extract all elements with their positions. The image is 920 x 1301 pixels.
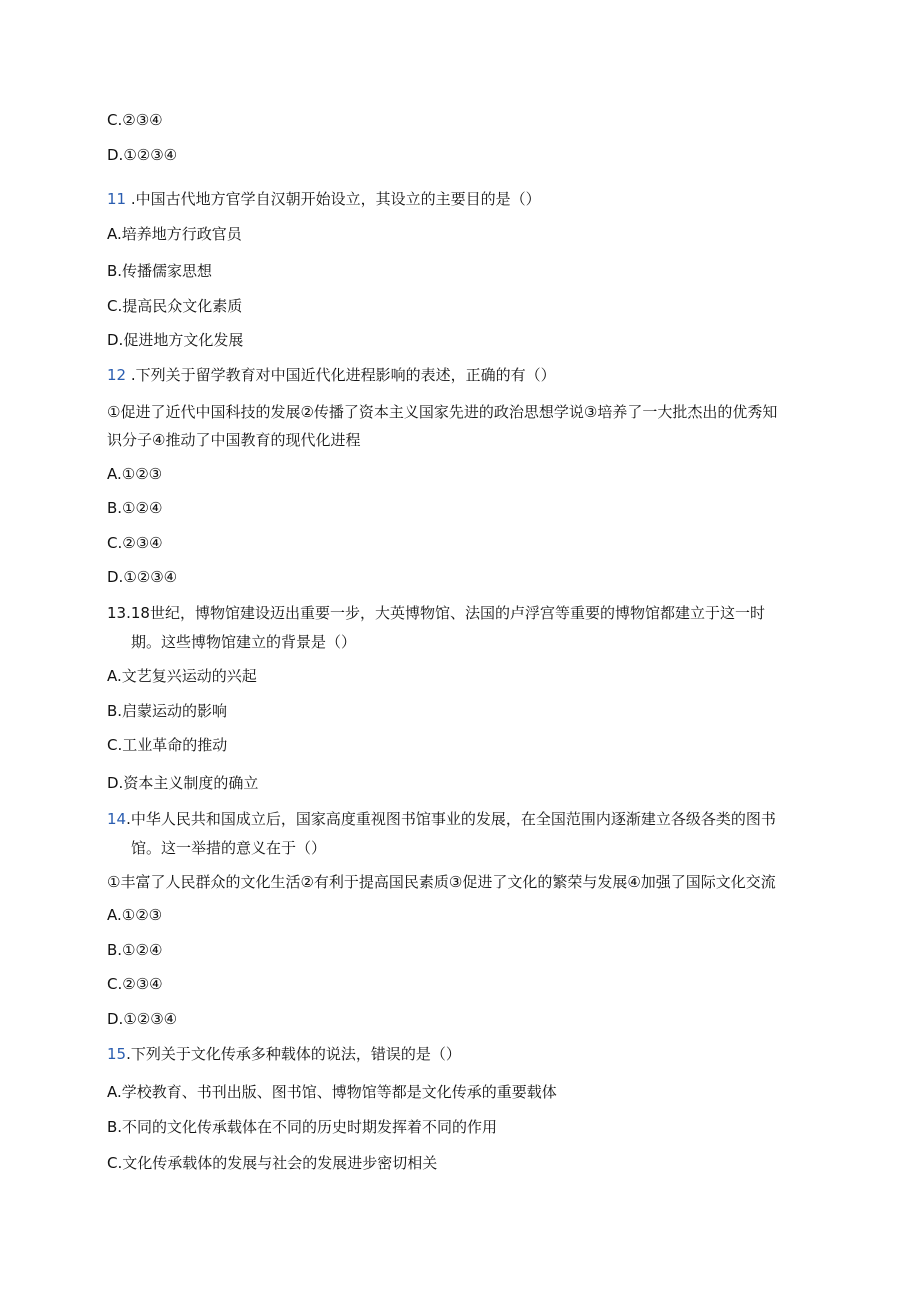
option-d: D.①②③④ bbox=[107, 568, 178, 586]
option-a: A.①②③ bbox=[107, 465, 163, 483]
question-11: 11 .中国古代地方官学自汉朝开始设立，其设立的主要目的是（） bbox=[107, 190, 541, 208]
option-d: D.①②③④ bbox=[107, 146, 178, 164]
option-c: C.提高民众文化素质 bbox=[107, 297, 243, 315]
question-14: 14.中华人民共和国成立后，国家高度重视图书馆事业的发展，在全国范围内逐渐建立各级各类的图书 bbox=[107, 810, 776, 828]
option-c: C.文化传承载体的发展与社会的发展进步密切相关 bbox=[107, 1154, 438, 1172]
option-d: D.促进地方文化发展 bbox=[107, 331, 244, 349]
option-b: B.①②④ bbox=[107, 499, 163, 517]
option-a: A.培养地方行政官员 bbox=[107, 225, 242, 243]
question-12: 12 .下列关于留学教育对中国近代化进程影响的表述，正确的有（） bbox=[107, 366, 556, 384]
question-number: 12 bbox=[107, 366, 127, 384]
statement-line: ①丰富了人民群众的文化生活②有利于提高国民素质③促进了文化的繁荣与发展④加强了国际文化交流 bbox=[107, 873, 776, 891]
option-d: D.①②③④ bbox=[107, 1010, 178, 1028]
option-b: B.不同的文化传承载体在不同的历史时期发挥着不同的作用 bbox=[107, 1118, 498, 1136]
option-b: B.①②④ bbox=[107, 941, 163, 959]
question-number: 15 bbox=[107, 1045, 127, 1063]
statement-line: 识分子④推动了中国教育的现代化进程 bbox=[107, 431, 361, 449]
question-number: 14 bbox=[107, 810, 127, 828]
option-c: C.②③④ bbox=[107, 111, 163, 129]
option-a: A.文艺复兴运动的兴起 bbox=[107, 667, 257, 685]
question-13: 13.18世纪，博物馆建设迈出重要一步，大英博物馆、法国的卢浮宫等重要的博物馆都建立于这一时 bbox=[107, 604, 765, 622]
option-b: B.传播儒家思想 bbox=[107, 262, 213, 280]
option-b: B.启蒙运动的影响 bbox=[107, 702, 228, 720]
option-c: C.②③④ bbox=[107, 534, 163, 552]
statement-line: ①促进了近代中国科技的发展②传播了资本主义国家先进的政治思想学说③培养了一大批杰出的优秀知 bbox=[107, 403, 778, 421]
option-c: C.工业革命的推动 bbox=[107, 736, 228, 754]
question-number: 11 bbox=[107, 190, 127, 208]
question-15: 15.下列关于文化传承多种载体的说法，错误的是（） bbox=[107, 1045, 461, 1063]
option-a: A.①②③ bbox=[107, 906, 163, 924]
option-c: C.②③④ bbox=[107, 975, 163, 993]
question-14-continued: 馆。这一举措的意义在于（） bbox=[131, 839, 327, 857]
option-a: A.学校教育、书刊出版、图书馆、博物馆等都是文化传承的重要载体 bbox=[107, 1083, 557, 1101]
question-13-continued: 期。这些博物馆建立的背景是（） bbox=[131, 633, 357, 651]
option-d: D.资本主义制度的确立 bbox=[107, 774, 259, 792]
